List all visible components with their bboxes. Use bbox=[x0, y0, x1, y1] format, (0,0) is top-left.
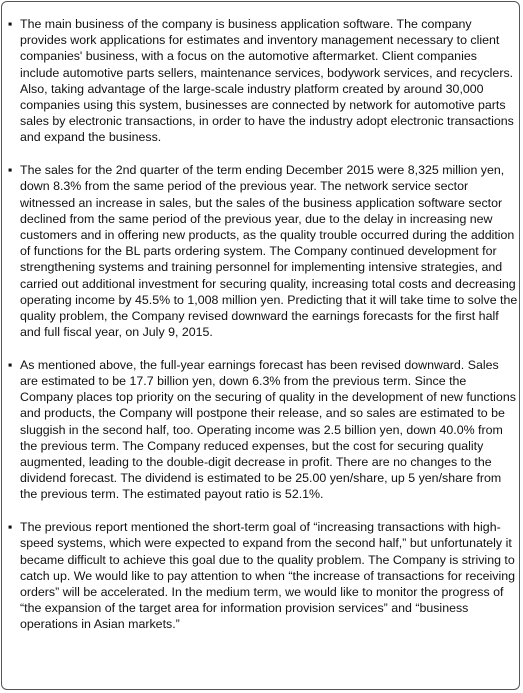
bullet-icon: ▪ bbox=[8, 17, 13, 31]
paragraph-business-overview bbox=[8, 16, 518, 146]
paragraph-text: The main business of the company is business application software. The company provides work applications for estimates and inventory management necessary to client companies' business, with a focus on the automotive aftermarket. Client companies include automotive parts sellers, maintenance services, bodywork services, and recyclers. Also, taking advantage of the large-scale industry platform created by around 30,000 companies using this system, businesses are connected by network for automotive parts sales by electronic transactions, in order to have the industry adopt electronic transactions and expand the business. bbox=[20, 17, 514, 145]
bullet-icon: ▪ bbox=[8, 163, 13, 178]
report-content bbox=[8, 16, 518, 649]
paragraph-q2-results bbox=[8, 162, 518, 340]
report-frame bbox=[1, 1, 520, 690]
bullet-icon: ▪ bbox=[8, 357, 13, 372]
paragraph-text: As mentioned above, the full-year earnings forecast has been revised downward. Sales are estimated to be 17.7 billion yen, down 6.3% from the previous term. Since the Company places top priority on the securing of quality in the development of new functions and products, the Company will postpone their release, and so sales are estimated to be sluggish in the second half, too. Operating income was 2.5 billion yen, down 40.0% from the previous term. The Company reduced expenses, but the cost for securing quality augmented, leading to the double-digit decrease in profit. There are no changes to the dividend forecast. The dividend is estimated to be 25.00 yen/share, up 5 yen/share from the previous term. The estimated payout ratio is 52.1%. bbox=[20, 357, 516, 502]
paragraph-full-year-forecast bbox=[8, 357, 518, 503]
paragraph-text: The previous report mentioned the short-term goal of “increasing transactions with high-speed systems, which were expected to expand from the second half,” but unfortunately it became difficult to achieve this goal due to the quality problem. The Company is striving to catch up. We would like to pay attention to when “the increase of transactions for receiving orders” will be accelerated. In the medium term, we would like to monitor the progress of “the expansion of the target area for information provision services” and “business operations in Asian markets.” bbox=[20, 520, 515, 632]
bullet-icon: ▪ bbox=[8, 520, 13, 535]
paragraph-text: The sales for the 2nd quarter of the term ending December 2015 were 8,325 million yen, down 8.3% from the same period of the previous year. The network service sector witnessed an increase in sales, but the sales of the business application software sector declined from the same period of the previous year, due to the delay in increasing new customers and in offering new products, as the quality trouble occurred during the addition of functions for the BL parts ordering system. The Company continued development for strengthening systems and training personnel for implementing intensive strategies, and carried out additional investment for securing quality, increasing total costs and decreasing operating income by 45.5% to 1,008 million yen. Predicting that it will take time to solve the quality problem, the Company revised downward the earnings forecasts for the first half and full fiscal year, on July 9, 2015. bbox=[20, 163, 518, 340]
paragraph-outlook bbox=[8, 519, 518, 632]
